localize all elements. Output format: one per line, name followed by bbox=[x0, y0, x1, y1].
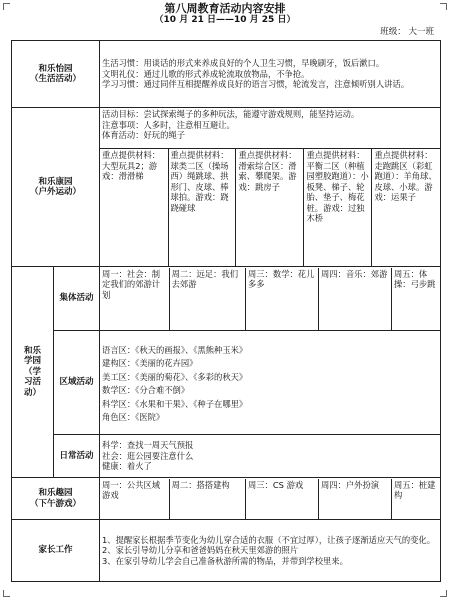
group-day-cell: 周四：音乐：郊游 bbox=[318, 268, 391, 330]
games-day-cell: 周四：户外扮演 bbox=[318, 479, 391, 519]
learning-label: 动） bbox=[23, 387, 41, 398]
group-day-cell: 周五：体操：弓步跳 bbox=[393, 268, 436, 289]
area-line: 建构区：《美丽的花卉园》 bbox=[102, 358, 198, 368]
games-label: 和乐趣园 bbox=[38, 488, 73, 498]
outdoor-day-column: 重点提供材料：球类二区（操场西）绳跳球、拱形门、皮球、棒球拍。游戏：跷跷碰球 bbox=[168, 149, 236, 267]
parents-row bbox=[12, 520, 441, 582]
life-label-cell bbox=[12, 41, 100, 108]
learning-label: 和乐 bbox=[23, 345, 41, 356]
outdoor-label: 和乐康园 bbox=[38, 176, 73, 187]
outdoor-goal-line: 体育活动：好玩的绳子 bbox=[102, 130, 185, 140]
outdoor-day-column: 重点提供材料：大型玩具2；游戏：滑滑梯 bbox=[100, 149, 168, 267]
group-day-cell: 周三：数学：花儿多多 bbox=[246, 268, 319, 330]
parents-label: 家长工作 bbox=[12, 520, 100, 582]
life-label: 和乐怡园 bbox=[38, 63, 73, 74]
group-activity-row bbox=[12, 267, 441, 331]
page-title: 第八周教育活动内容安排 bbox=[164, 2, 286, 15]
area-activity-content bbox=[100, 331, 441, 435]
life-row bbox=[12, 41, 441, 108]
learning-label-cell bbox=[12, 267, 54, 478]
area-line: 语言区：《秋天的画报》、《黑熊种玉米》 bbox=[102, 344, 248, 355]
outdoor-day-column: 重点提供材料：走跑跳区（彩虹跑道）：羊角球、皮球、小球。游戏：运果子 bbox=[372, 149, 440, 267]
parents-line: 2、家长引导幼儿分享和爸爸妈妈在秋天里郊游的照片 bbox=[102, 545, 299, 556]
schedule-table bbox=[11, 40, 441, 582]
learning-label: 习活 bbox=[23, 377, 41, 388]
outdoor-sublabel: （户外运动） bbox=[30, 187, 82, 197]
daily-activity-content bbox=[100, 435, 441, 478]
daily-line: 健康：着火了 bbox=[102, 461, 152, 472]
daily-line: 科学：查找一周天气预报 bbox=[102, 440, 194, 451]
games-sublabel: （下午游戏） bbox=[30, 498, 82, 509]
games-label-cell bbox=[12, 478, 100, 520]
class-label: 班级： 大一班 bbox=[380, 27, 434, 37]
life-line: 文明礼仪：通过儿歌的形式养成轮流取放物品，不争抢。 bbox=[102, 68, 310, 79]
date-range: （10 月 21 日——10 月 25 日） bbox=[154, 15, 296, 25]
outdoor-row bbox=[12, 108, 441, 267]
group-day-cell: 周二：远足：我们去郊游 bbox=[169, 268, 245, 330]
page-corner-mark bbox=[440, 590, 447, 597]
life-content bbox=[100, 41, 441, 108]
outdoor-goal-line: 活动目标：尝试探索绳子的多种玩法，能遵守游戏规则，能坚持运动。 bbox=[102, 109, 360, 119]
daily-activity-row bbox=[12, 435, 441, 478]
group-days-table bbox=[100, 268, 440, 330]
life-line: 学习习惯：通过同伴互相提醒养成良好的语言习惯，轮流发言，注意倾听别人讲话。 bbox=[102, 79, 410, 90]
outdoor-goals bbox=[100, 108, 440, 149]
life-line: 生活习惯：用谈话的形式来养成良好的个人卫生习惯，早晚刷牙，饭后漱口。 bbox=[102, 58, 385, 69]
games-day-cell: 周三：CS 游戏 bbox=[246, 479, 319, 519]
outdoor-day-column: 重点提供材料：滑索综合区：滑索、攀爬架。游戏：跳房子 bbox=[236, 149, 304, 267]
daily-activity-label: 日常活动 bbox=[54, 435, 100, 478]
games-day-cell: 周一：公共区域游戏 bbox=[100, 479, 169, 519]
daily-line: 社会：逛公园要注意什么 bbox=[102, 450, 194, 461]
parents-content bbox=[100, 520, 441, 582]
area-activity-label: 区域活动 bbox=[54, 331, 100, 435]
life-sublabel: （生活活动） bbox=[30, 74, 82, 84]
learning-label: （学 bbox=[23, 366, 41, 377]
outdoor-label-cell bbox=[12, 108, 100, 267]
outdoor-goal-line: 注意事项：人多时，注意相互避让。 bbox=[102, 119, 235, 130]
outdoor-inner-table bbox=[100, 108, 440, 266]
group-activity-content bbox=[100, 267, 441, 331]
parents-line: 1、提醒家长根据季节变化为幼儿穿合适的衣服（不宜过厚），让孩子逐渐适应天气的变化。 bbox=[102, 534, 436, 545]
parents-line: 3、在家引导幼儿学会自己准备秋游所需的物品，并带到学校里来。 bbox=[102, 555, 348, 566]
group-day-cell: 周一：社会：制定我们的郊游计划 bbox=[100, 268, 169, 330]
area-line: 科学区：《水果和干果》、《种子在哪里》 bbox=[102, 398, 248, 409]
page-corner-mark bbox=[3, 590, 10, 597]
area-line: 美工区：《美丽的菊花》、《多彩的秋天》 bbox=[102, 371, 248, 382]
group-activity-label: 集体活动 bbox=[54, 267, 100, 331]
area-activity-row bbox=[12, 331, 441, 435]
games-day-cell: 周二：搭搭建构 bbox=[169, 479, 245, 519]
games-days-table bbox=[100, 479, 440, 519]
area-line: 角色区：《医院》 bbox=[102, 412, 165, 422]
area-line: 数学区：《分合难不倒》 bbox=[102, 385, 190, 395]
games-day-cell: 周五：桩建构 bbox=[393, 479, 436, 500]
games-row bbox=[12, 478, 441, 520]
outdoor-content bbox=[100, 108, 441, 267]
outdoor-day-column: 重点提供材料：平衡二区（种植园塑胶跑道）：小板凳、梯子、轮胎、垫子、梅花桩。游戏：过独木桥 bbox=[304, 149, 372, 267]
games-content bbox=[100, 478, 441, 520]
learning-label: 学园 bbox=[23, 356, 41, 367]
